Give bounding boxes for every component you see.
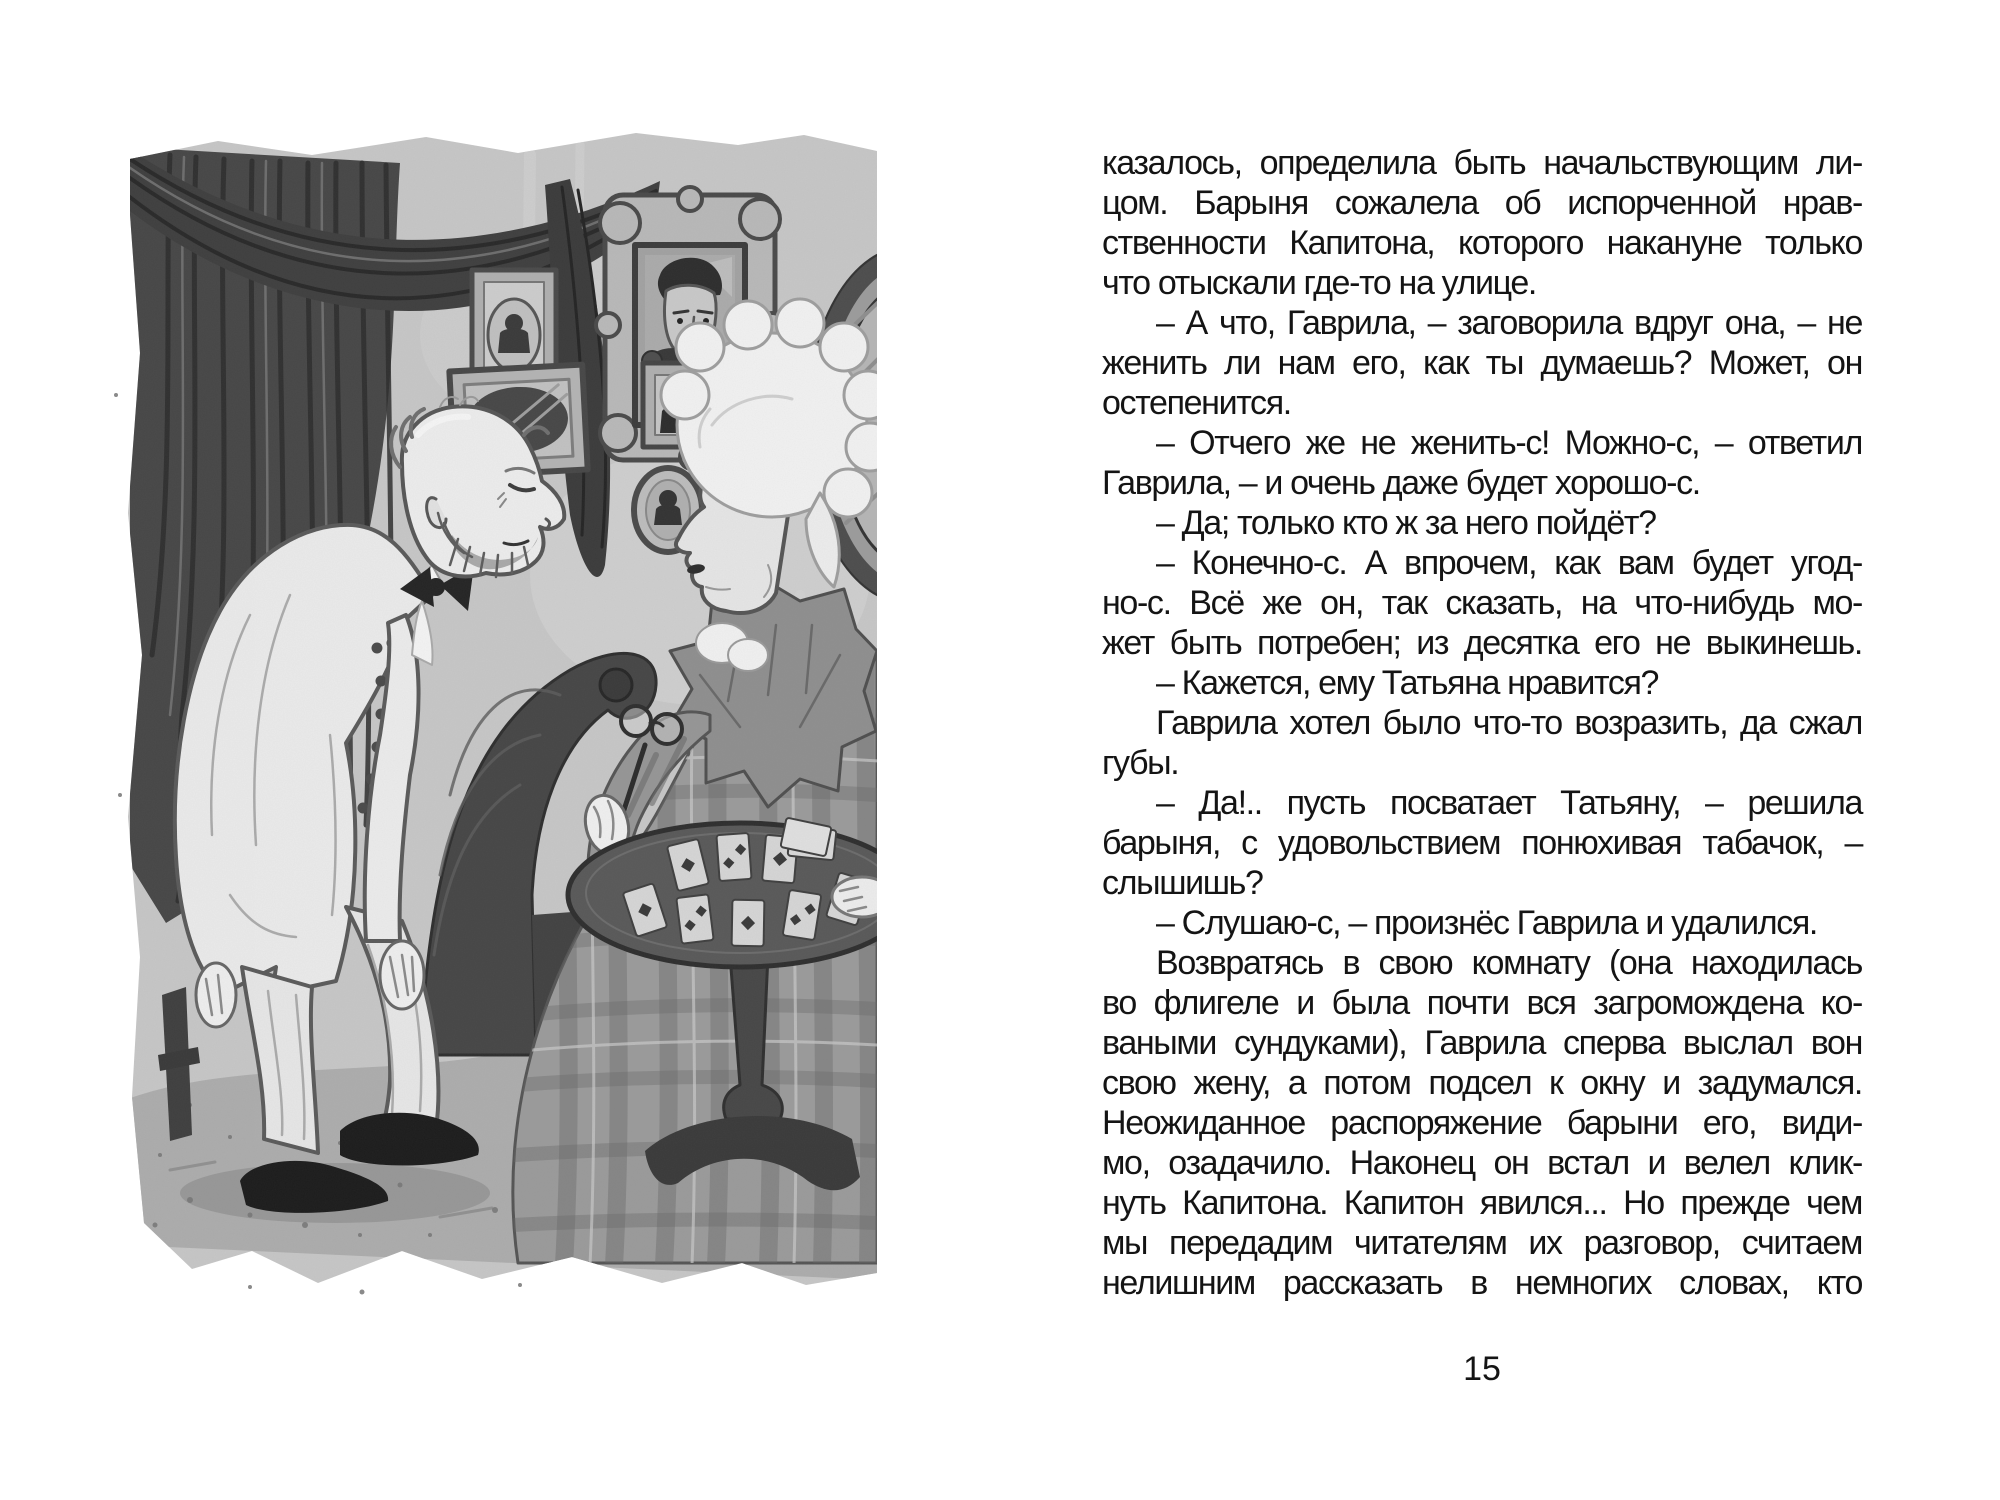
text-line: нуть Капитона. Капитон явился... Но прежде чем [1102,1184,1862,1222]
text-line: ственности Капитона, которого накануне только [1102,224,1862,262]
page-text-column [1102,143,1862,1303]
text-line: во флигеле и была почти вся загромождена ко- [1102,984,1862,1022]
text-line: губы. [1102,744,1179,782]
text-line: женить ли нам его, как ты думаешь? Может, он [1102,344,1862,382]
text-line: – Конечно-с. А впрочем, как вам будет угод- [1156,544,1862,582]
text-line: что отыскали где-то на улице. [1102,264,1536,302]
text-line: Неожиданное распоряжение барыни его, види- [1102,1104,1862,1142]
text-line: ваными сундуками), Гаврила сперва выслал вон [1102,1024,1862,1062]
text-line: но-с. Всё же он, так сказать, на что-нибудь мо- [1102,584,1862,622]
text-line: жет быть потребен; из десятка его не выкинешь. [1102,624,1862,662]
page-number: 15 [1463,1350,1501,1388]
text-line: Возвратясь в свою комнату (она находилась [1156,944,1862,982]
text-line: цом. Барыня сожалела об испорченной нрав- [1102,184,1862,222]
text-line: – Слушаю-с, – произнёс Гаврила и удалился. [1156,904,1817,942]
book-illustration [100,95,880,1305]
text-line: – Да!.. пусть посватает Татьяну, – решила [1156,784,1862,822]
text-line: слышишь? [1102,864,1263,902]
text-line: – Да; только кто ж за него пойдёт? [1156,504,1656,542]
text-line: остепенится. [1102,384,1291,422]
text-line: – Отчего же не женить-с! Можно-с, – ответил [1156,424,1862,462]
text-line: казалось, определила быть начальствующим ли- [1102,144,1862,182]
text-line: барыня, с удовольствием понюхивая табачок, – [1102,824,1862,862]
text-line: – Кажется, ему Татьяна нравится? [1156,664,1659,702]
text-line: свою жену, а потом подсел к окну и задумался. [1102,1064,1862,1102]
text-line: Гаврила, – и очень даже будет хорошо-с. [1102,464,1700,502]
text-line: нелишним рассказать в немногих словах, кто [1102,1264,1862,1302]
text-line: – А что, Гаврила, – заговорила вдруг она, – не [1156,304,1862,342]
text-line: мы передадим читателям их разговор, считаем [1102,1224,1862,1262]
text-line: мо, озадачило. Наконец он встал и велел клик- [1102,1144,1862,1182]
text-line: Гаврила хотел было что-то возразить, да сжал [1156,704,1862,742]
